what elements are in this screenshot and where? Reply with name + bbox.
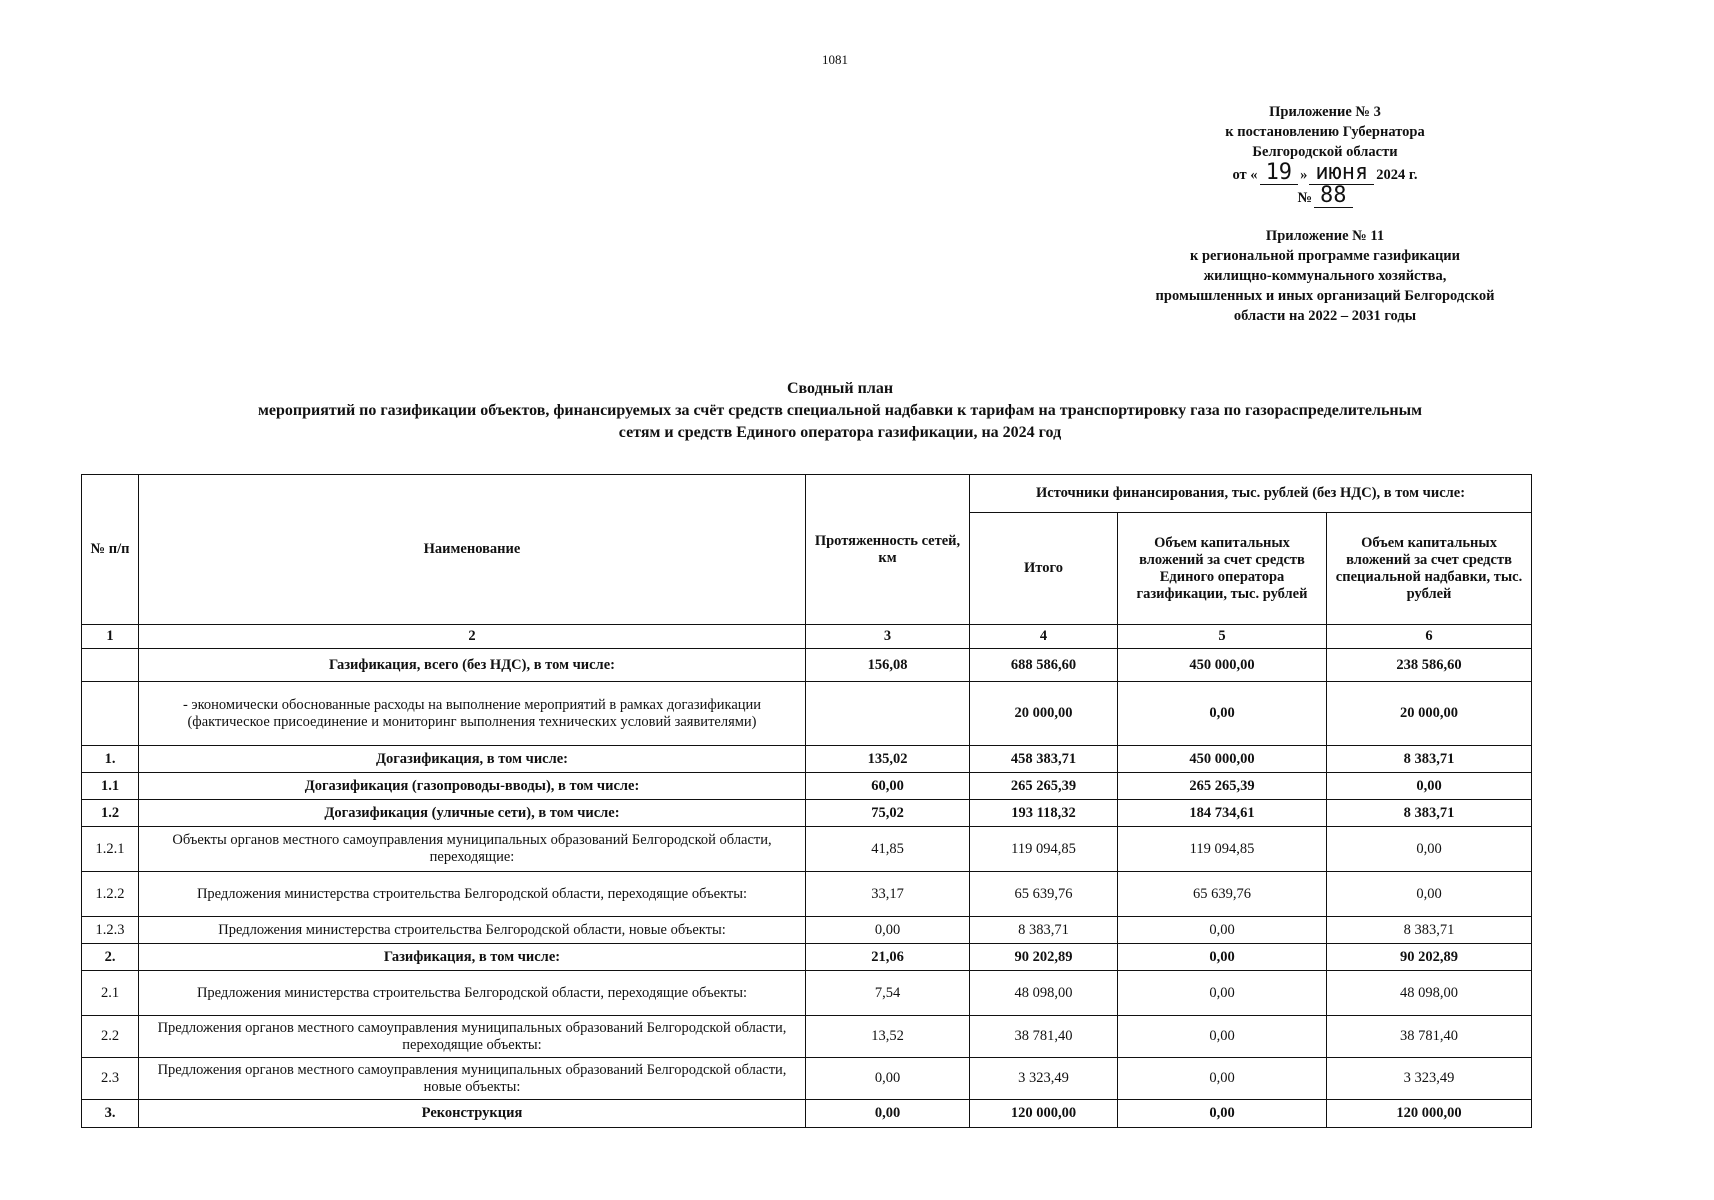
number-prefix: №	[1297, 190, 1313, 206]
cell-num: 2.3	[82, 1058, 139, 1100]
cell-name: Объекты органов местного самоуправления муниципальных образований Белгородской области, переходящие:	[139, 827, 806, 872]
cell-operator: 0,00	[1118, 1058, 1327, 1100]
col-number: 3	[806, 625, 970, 649]
cell-total: 48 098,00	[970, 971, 1118, 1016]
cell-surcharge: 48 098,00	[1327, 971, 1532, 1016]
cell-name: Реконструкция	[139, 1100, 806, 1128]
cell-surcharge: 238 586,60	[1327, 649, 1532, 682]
cell-length: 0,00	[806, 1100, 970, 1128]
cell-surcharge: 0,00	[1327, 773, 1532, 800]
cell-operator: 450 000,00	[1118, 649, 1327, 682]
cell-surcharge: 0,00	[1327, 872, 1532, 917]
document-title	[130, 378, 1550, 444]
table-row	[82, 917, 1532, 944]
cell-num: 1.2	[82, 800, 139, 827]
cell-operator: 0,00	[1118, 1100, 1327, 1128]
appendix-program-line1: Приложение № 11	[1265, 228, 1385, 244]
header-operator: Объем капитальных вложений за счет средств Единого оператора газификации, тыс. рублей	[1118, 513, 1327, 625]
date-mid: »	[1300, 167, 1308, 183]
appendix-governor-line3: Белгородской области	[1252, 144, 1398, 160]
table-row	[82, 1100, 1532, 1128]
cell-name: - экономически обоснованные расходы на выполнение мероприятий в рамках догазификации (фактическое присоединение и мониторинг выполнения технических условий заявителями)	[139, 682, 806, 746]
col-number: 6	[1327, 625, 1532, 649]
cell-surcharge: 0,00	[1327, 827, 1532, 872]
cell-total: 120 000,00	[970, 1100, 1118, 1128]
header-sources: Источники финансирования, тыс. рублей (без НДС), в том числе:	[970, 475, 1532, 513]
cell-length: 41,85	[806, 827, 970, 872]
cell-length: 135,02	[806, 746, 970, 773]
cell-total: 458 383,71	[970, 746, 1118, 773]
date-prefix: от «	[1232, 167, 1258, 183]
appendix-program-line5: области на 2022 – 2031 годы	[1233, 308, 1417, 324]
table-row	[82, 800, 1532, 827]
table-row	[82, 746, 1532, 773]
cell-length: 33,17	[806, 872, 970, 917]
col-number: 2	[139, 625, 806, 649]
cell-surcharge: 8 383,71	[1327, 800, 1532, 827]
cell-surcharge: 3 323,49	[1327, 1058, 1532, 1100]
table-row	[82, 827, 1532, 872]
cell-length	[806, 682, 970, 746]
cell-operator: 0,00	[1118, 917, 1327, 944]
cell-length: 156,08	[806, 649, 970, 682]
cell-num: 2.	[82, 944, 139, 971]
cell-operator: 65 639,76	[1118, 872, 1327, 917]
cell-total: 119 094,85	[970, 827, 1118, 872]
cell-total: 3 323,49	[970, 1058, 1118, 1100]
cell-name: Предложения органов местного самоуправления муниципальных образований Белгородской области, новые объекты:	[139, 1058, 806, 1100]
cell-num: 2.2	[82, 1016, 139, 1058]
cell-name: Газификация, в том числе:	[139, 944, 806, 971]
cell-total: 90 202,89	[970, 944, 1118, 971]
cell-total: 688 586,60	[970, 649, 1118, 682]
decree-number	[1160, 185, 1490, 208]
cell-length: 7,54	[806, 971, 970, 1016]
cell-operator: 0,00	[1118, 944, 1327, 971]
cell-surcharge: 20 000,00	[1327, 682, 1532, 746]
col-number: 4	[970, 625, 1118, 649]
appendix-program-line4: промышленных и иных организаций Белгородской	[1155, 288, 1495, 304]
table-row	[82, 1016, 1532, 1058]
cell-operator: 119 094,85	[1118, 827, 1327, 872]
appendix-governor-line1: Приложение № 3	[1269, 104, 1381, 120]
cell-length: 75,02	[806, 800, 970, 827]
appendix-program-line2: к региональной программе газификации	[1189, 248, 1461, 264]
table-row	[82, 682, 1532, 746]
cell-name: Предложения органов местного самоуправления муниципальных образований Белгородской области, переходящие объекты:	[139, 1016, 806, 1058]
date-day: 19	[1260, 162, 1299, 185]
cell-length: 0,00	[806, 1058, 970, 1100]
header-total: Итого	[970, 513, 1118, 625]
cell-surcharge: 38 781,40	[1327, 1016, 1532, 1058]
table-row	[82, 971, 1532, 1016]
cell-name: Догазификация, в том числе:	[139, 746, 806, 773]
cell-num: 2.1	[82, 971, 139, 1016]
table-row	[82, 649, 1532, 682]
cell-total: 8 383,71	[970, 917, 1118, 944]
table-row	[82, 944, 1532, 971]
col-number: 5	[1118, 625, 1327, 649]
cell-operator: 265 265,39	[1118, 773, 1327, 800]
cell-num: 1.1	[82, 773, 139, 800]
cell-name: Предложения министерства строительства Белгородской области, переходящие объекты:	[139, 872, 806, 917]
cell-num: 1.2.2	[82, 872, 139, 917]
title-line2: мероприятий по газификации объектов, финансируемых за счёт средств специальной надбавки к тарифам на транспортировку газа по газораспределительным	[257, 402, 1423, 419]
cell-operator: 0,00	[1118, 682, 1327, 746]
cell-total: 193 118,32	[970, 800, 1118, 827]
date-month: июня	[1309, 162, 1374, 185]
header-length: Протяженность сетей, км	[806, 475, 970, 625]
title-line3: сетям и средств Единого оператора газификации, на 2024 год	[618, 424, 1062, 441]
cell-num: 1.2.1	[82, 827, 139, 872]
cell-surcharge: 8 383,71	[1327, 917, 1532, 944]
cell-length: 13,52	[806, 1016, 970, 1058]
cell-length: 60,00	[806, 773, 970, 800]
appendix-program-line3: жилищно-коммунального хозяйства,	[1203, 268, 1447, 284]
date-year: 2024 г.	[1376, 167, 1418, 183]
cell-num: 3.	[82, 1100, 139, 1128]
header-name: Наименование	[139, 475, 806, 625]
cell-length: 21,06	[806, 944, 970, 971]
table-row	[82, 872, 1532, 917]
header-num: № п/п	[82, 475, 139, 625]
cell-total: 20 000,00	[970, 682, 1118, 746]
cell-surcharge: 90 202,89	[1327, 944, 1532, 971]
summary-plan-table	[81, 474, 1532, 1128]
cell-total: 265 265,39	[970, 773, 1118, 800]
cell-num: 1.	[82, 746, 139, 773]
appendix-governor-block	[1160, 102, 1490, 208]
cell-total: 38 781,40	[970, 1016, 1118, 1058]
cell-name: Предложения министерства строительства Белгородской области, новые объекты:	[139, 917, 806, 944]
title-line1: Сводный план	[786, 380, 894, 397]
cell-surcharge: 120 000,00	[1327, 1100, 1532, 1128]
table-row	[82, 1058, 1532, 1100]
cell-num: 1.2.3	[82, 917, 139, 944]
cell-total: 65 639,76	[970, 872, 1118, 917]
cell-surcharge: 8 383,71	[1327, 746, 1532, 773]
decree-date	[1160, 162, 1490, 185]
col-number: 1	[82, 625, 139, 649]
cell-num	[82, 682, 139, 746]
cell-length: 0,00	[806, 917, 970, 944]
header-surcharge: Объем капитальных вложений за счет средств специальной надбавки, тыс. рублей	[1327, 513, 1532, 625]
cell-operator: 0,00	[1118, 971, 1327, 1016]
number-value: 88	[1314, 185, 1353, 208]
cell-name: Предложения министерства строительства Белгородской области, переходящие объекты:	[139, 971, 806, 1016]
appendix-program-block	[1120, 226, 1530, 326]
cell-operator: 450 000,00	[1118, 746, 1327, 773]
cell-operator: 0,00	[1118, 1016, 1327, 1058]
cell-num	[82, 649, 139, 682]
appendix-governor-line2: к постановлению Губернатора	[1225, 124, 1425, 140]
cell-name: Догазификация (уличные сети), в том числе:	[139, 800, 806, 827]
cell-name: Газификация, всего (без НДС), в том числе:	[139, 649, 806, 682]
page-number: 1081	[822, 52, 848, 67]
cell-operator: 184 734,61	[1118, 800, 1327, 827]
cell-name: Догазификация (газопроводы-вводы), в том числе:	[139, 773, 806, 800]
table-row	[82, 773, 1532, 800]
